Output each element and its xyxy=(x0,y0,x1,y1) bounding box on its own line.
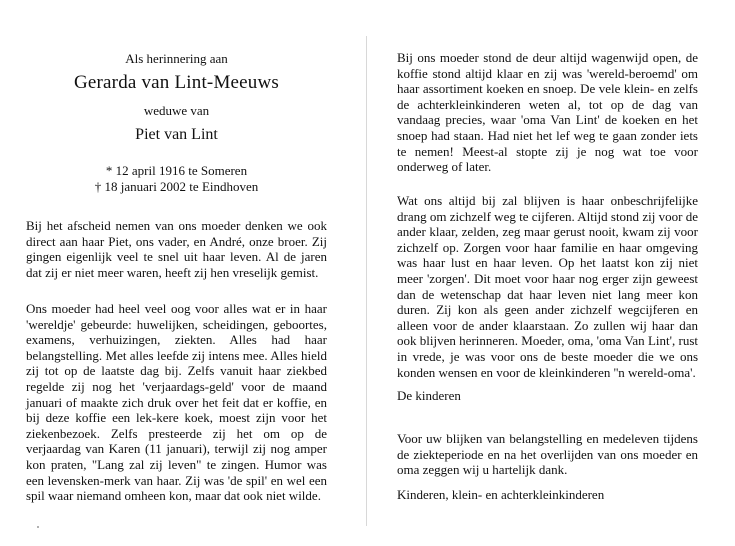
thanks-paragraph: Voor uw blijken van belangstelling en medeleven tijdens de ziekteperiode en na het overlijden van ons moeder en oma zeggen wij u hartelijk dank. xyxy=(397,431,698,478)
left-paragraph-2: Ons moeder had heel veel oog voor alles wat er in haar 'wereldje' gebeurde: huwelijken, scheidingen, geboortes, examens, verhuizingen, ziekten. Alles had haar belangstelling. Met alles leefde zij intens mee. Alles hield zij tot op de laatste dag bij. Zelfs vanuit haar ziekbed regelde zij nog het 'verjaardags-geld' voor de maand januari of maakte zich druk over het feit dat er koffie, en bij deze koffie een lek-kere koek, moest zijn voor het ziekenbezoek. Zelfs presteerde zij het om op de verjaardag van Karen (11 januari), terwijl zij nog amper kon praten, "Lang zal zij leven" te zingen. Humor was een levensken-merk van haar. Zij was 'de spil' en wel een spil waar niemand omheen kon, maar dat ook niet wilde. xyxy=(26,301,327,504)
deceased-name: Gerarda van Lint-Meeuws xyxy=(73,72,280,93)
signature-children: De kinderen xyxy=(397,388,461,403)
widow-of-line: weduwe van xyxy=(143,103,210,118)
death-line: † 18 januari 2002 te Eindhoven xyxy=(94,179,259,194)
birth-line: * 12 april 1916 te Someren xyxy=(105,163,248,178)
husband-name: Piet van Lint xyxy=(135,126,218,143)
right-paragraph-2: Wat ons altijd bij zal blijven is haar onbeschrijfelijke drang om zichzelf weg te cijferen. Altijd stond zij voor de ander klaar, zelden, zeg maar gerust nooit, kwam zij voor zichzelf op. Zorgen voor haar familie en haar omgeving was haar lust en haar leven. Op het laatst kon zij niet meer 'zorgen'. Dit moet voor haar nog erger zijn geweest dan de wetenschap dat haar leven niet lang meer kon duren. Zij kon als geen ander zichzelf wegcijferen en alleen voor de ander klaarstaan. Zo zullen wij haar dan ook blijven herinneren. Moeder, oma, 'oma Van Lint', rust in vrede, je was voor ons de beste moeder die we ons konden wensen en voor de kleinkinderen ''n wereld-oma'. xyxy=(397,193,698,380)
right-paragraph-1: Bij ons moeder stond de deur altijd wagenwijd open, de koffie stond altijd klaar en zij was 'wereld-beroemd' om haar assortiment koeken en snoep. De vele klein- en zelfs de achterkleinkinderen weten al, tot op de dag van vandaag precies, waar 'oma Van Lint' de koeken en het snoep had staan. Had niet het lef weg te gaan zonder iets te nemen! Meest-al stopte zij je nog wat toe voor onderweg of later. xyxy=(397,50,698,175)
signature-family: Kinderen, klein- en achterkleinkinderen xyxy=(397,487,605,502)
left-paragraph-1: Bij het afscheid nemen van ons moeder denken we ook direct aan haar Piet, ons vader, en André, onze broer. Zij gingen eigenlijk veel te snel uit haar leven. Al de jaren dat zij er niet meer waren, heeft zij hen vreselijk gemist. xyxy=(26,218,327,280)
scan-speck xyxy=(37,526,39,528)
in-memory-line: Als herinnering aan xyxy=(125,51,228,66)
column-divider xyxy=(366,36,367,526)
